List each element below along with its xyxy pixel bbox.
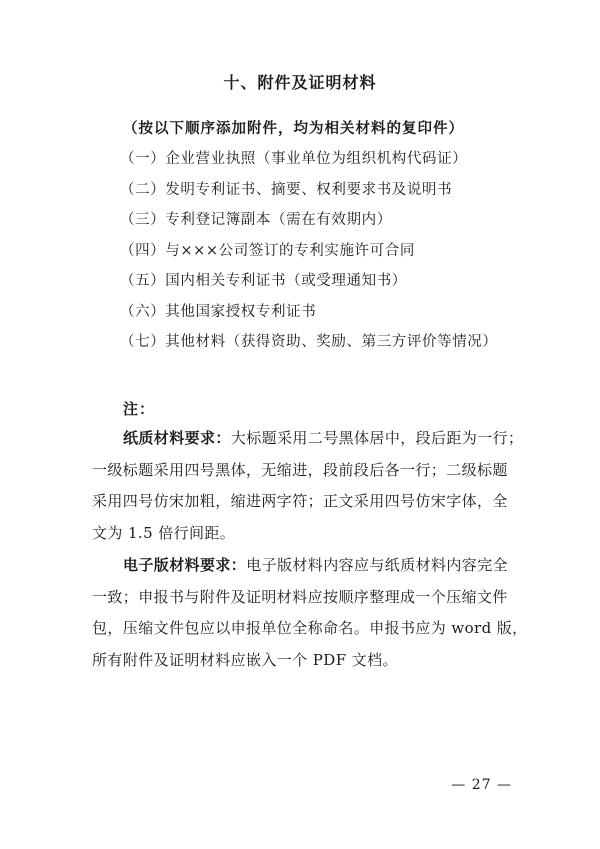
attachment-item: （二）发明专利证书、摘要、权利要求书及说明书	[120, 181, 453, 198]
paper-requirements-line: 一级标题采用四号黑体，无缩进，段前段后各一行；二级标题	[92, 460, 508, 479]
attachment-item: （六）其他国家授权专利证书	[120, 303, 317, 320]
attachment-item: （三）专利登记簿副本（需在有效期内）	[120, 212, 392, 228]
electronic-requirements-line: 所有附件及证明材料应嵌入一个 PDF 文档。	[92, 650, 398, 669]
attachment-item: （一）企业营业执照（事业单位为组织机构代码证）	[120, 151, 468, 167]
paper-requirements-paragraph	[92, 423, 524, 549]
electronic-requirements-paragraph	[92, 550, 528, 676]
attachment-item: （五）国内相关专利证书（或受理通知书）	[120, 273, 407, 289]
electronic-requirements-line: 包，压缩文件包应以申报单位全称命名。申报书应为 word 版，	[92, 619, 528, 637]
paper-requirements-line	[92, 423, 524, 455]
electronic-requirements-lead: 电子版材料要求：	[123, 556, 247, 574]
paper-requirements-text: 大标题采用二号黑体居中，段后距为一行；	[230, 429, 524, 447]
electronic-requirements-line: 一致；申报书与附件及证明材料应按顺序整理成一个压缩文件	[92, 587, 508, 606]
attachment-item: （四）与×××公司签订的专利实施许可合同	[120, 242, 415, 259]
electronic-requirements-text: 电子版材料内容应与纸质材料内容完全	[246, 556, 509, 574]
page-number: — 27 —	[451, 777, 512, 793]
attachment-item: （七）其他材料（获得资助、奖励、第三方评价等情况）	[120, 334, 498, 350]
electronic-requirements-line	[92, 550, 512, 582]
paper-requirements-lead: 纸质材料要求：	[123, 429, 231, 447]
attachment-instruction: （按以下顺序添加附件，均为相关材料的复印件）	[123, 120, 464, 137]
paper-requirements-line: 采用四号仿宋加粗，缩进两字符；正文采用四号仿宋字体，全	[92, 492, 508, 510]
attachment-list	[120, 147, 498, 361]
paper-requirements-line: 文为 1.5 倍行间距。	[92, 523, 236, 542]
section-title: 十、附件及证明材料	[223, 73, 377, 92]
note-label: 注：	[123, 400, 156, 418]
